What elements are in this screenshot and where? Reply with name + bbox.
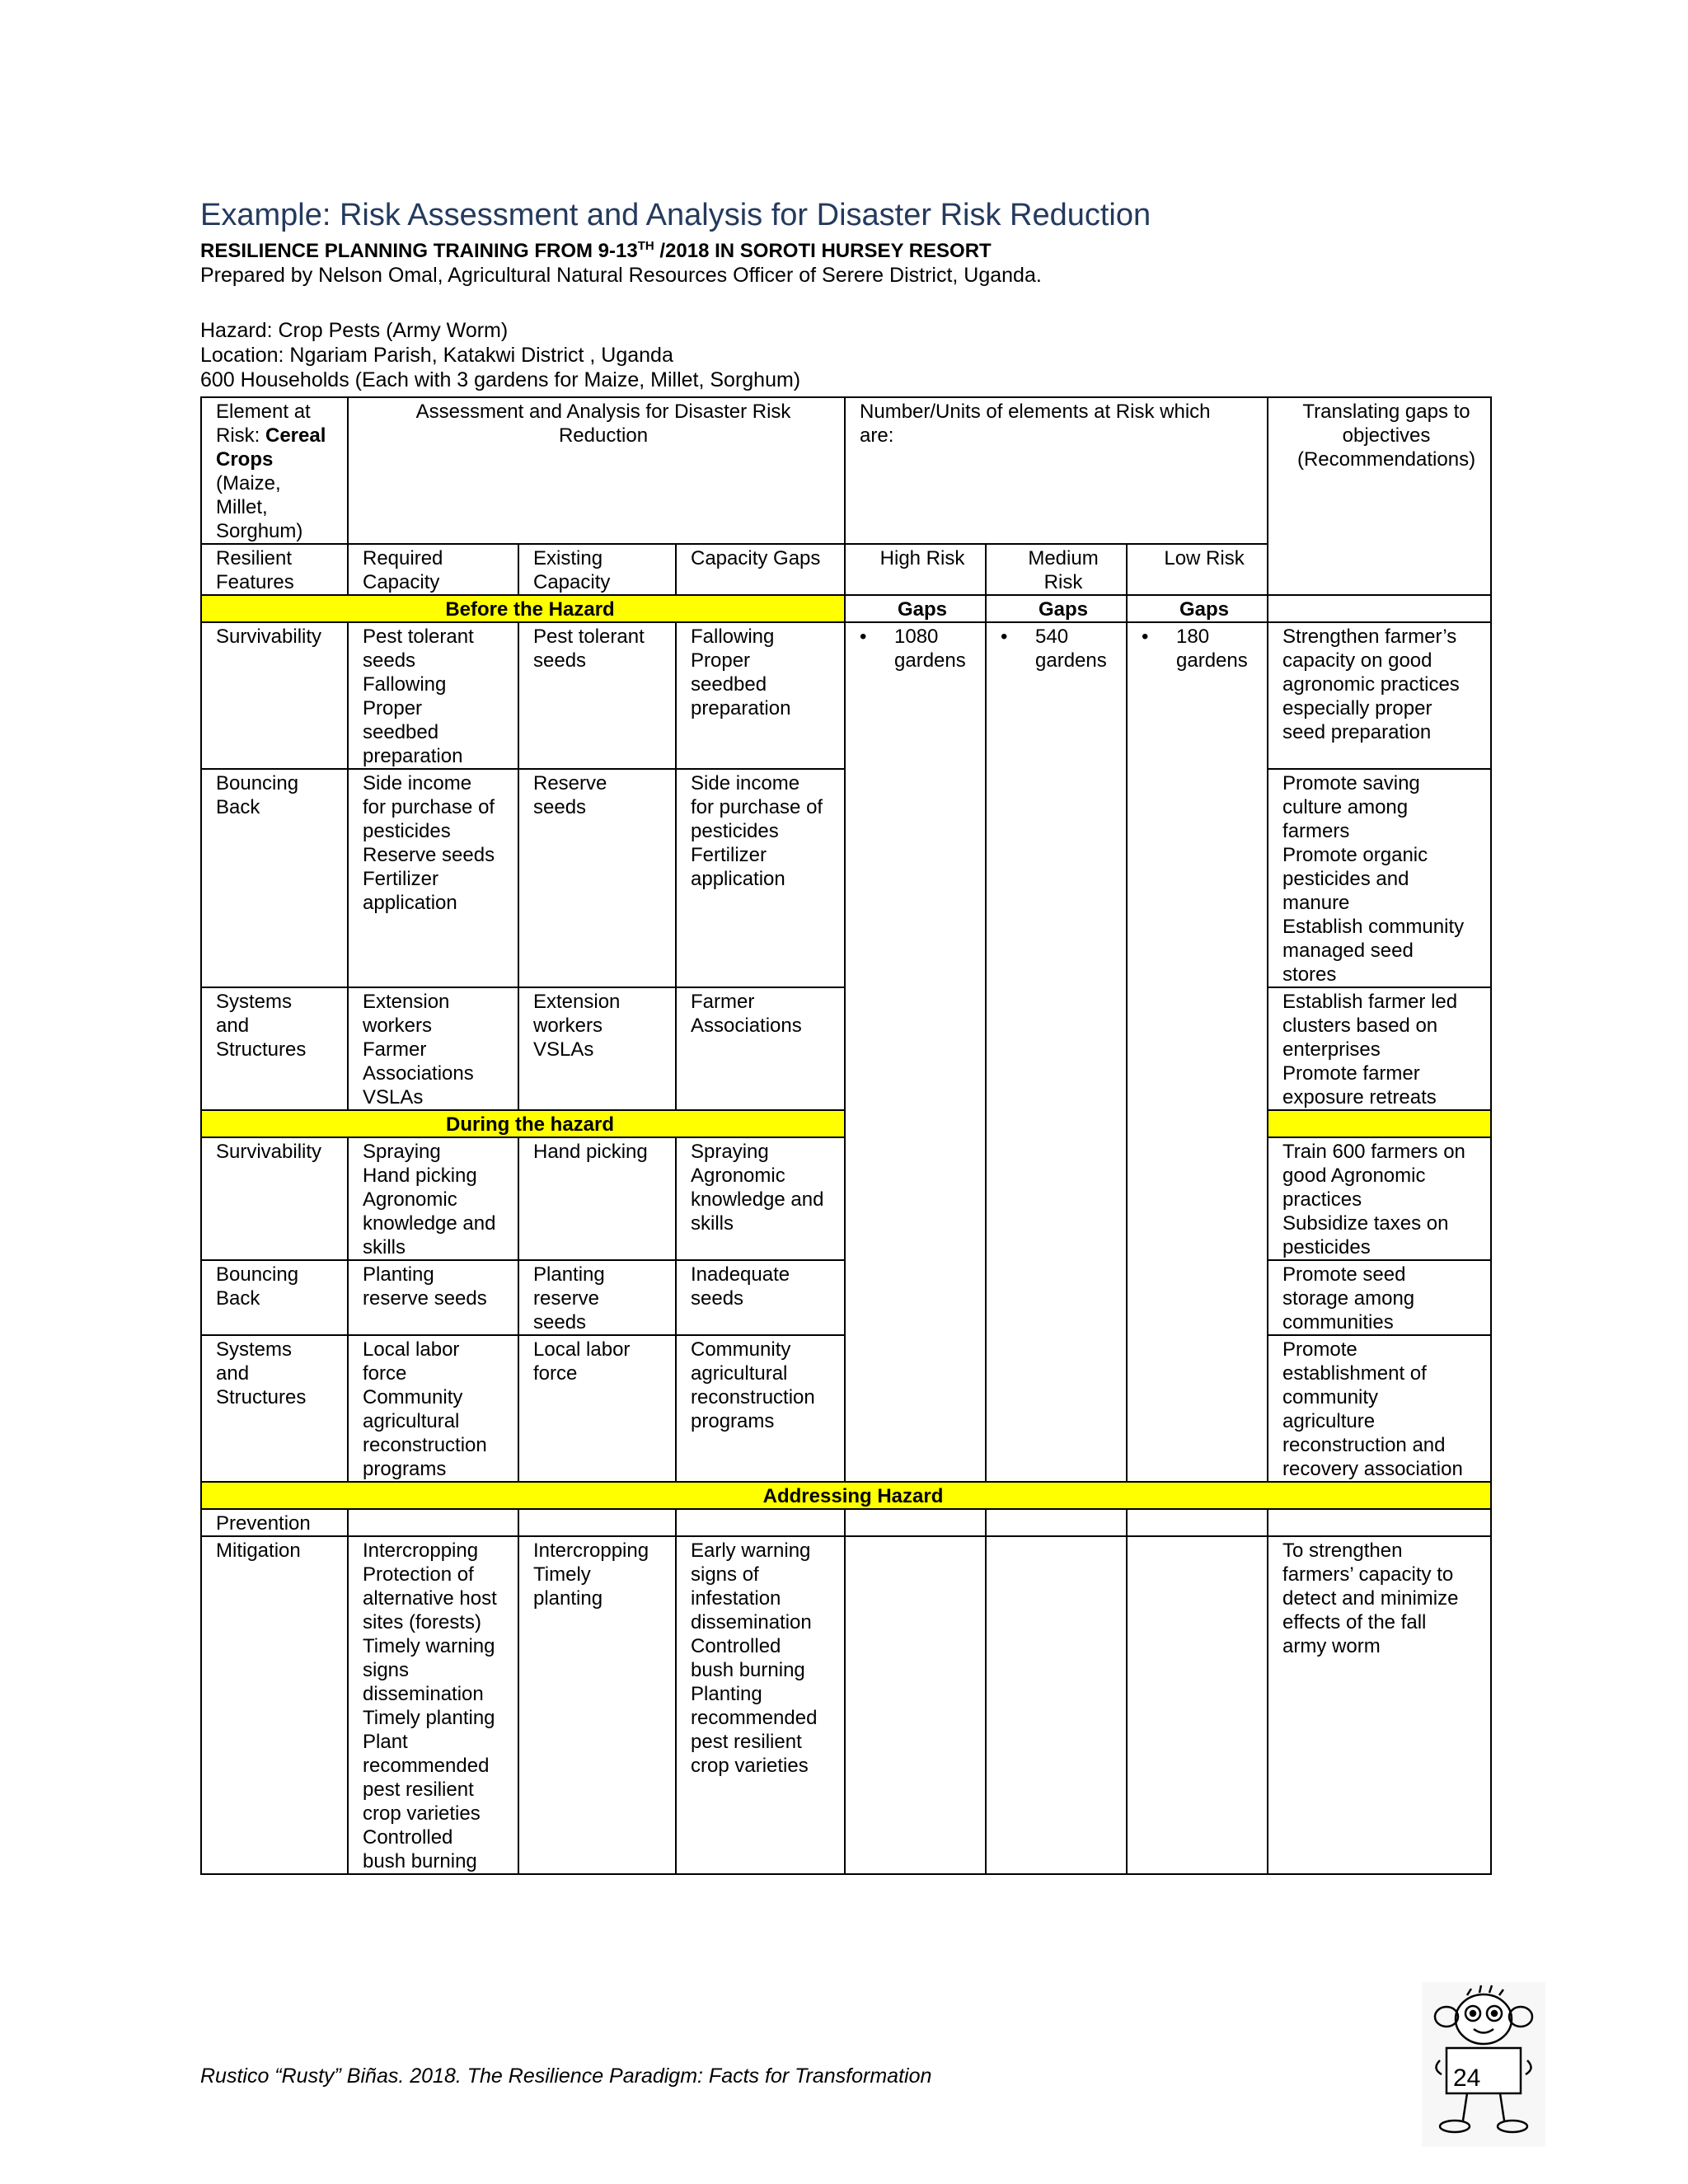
risk-blank — [1127, 1110, 1268, 1137]
existing-cell: Local labor force — [518, 1335, 676, 1482]
prepared-by: Prepared by Nelson Omal, Agricultural Natural Resources Officer of Serere District, Uganda. — [200, 264, 1042, 287]
risk-blank — [1127, 1260, 1268, 1335]
feature-cell: Systems and Structures — [201, 1335, 348, 1482]
recommendation-cell: Establish farmer led clusters based on enterprises Promote farmer exposure retreats — [1268, 987, 1491, 1110]
risk-blank — [845, 1335, 986, 1482]
subtitle-pre: RESILIENCE PLANNING TRAINING FROM 9-13 — [200, 240, 638, 262]
band-before-hazard: Before the Hazard — [201, 595, 845, 622]
during-row-bouncing-back — [201, 1260, 1491, 1335]
band-during-hazard: During the hazard — [201, 1110, 845, 1137]
col-required-capacity: Required Capacity — [348, 544, 518, 595]
empty-cell — [348, 1509, 518, 1536]
page-title: Example: Risk Assessment and Analysis for Disaster Risk Reduction — [200, 198, 1151, 232]
empty-cell — [845, 1509, 986, 1536]
empty-cell — [845, 1536, 986, 1874]
recommendation-cell: Promote seed storage among communities — [1268, 1260, 1491, 1335]
gaps-label-low: Gaps — [1127, 595, 1268, 622]
existing-cell: Pest tolerant seeds — [518, 622, 676, 769]
risk-assessment-table — [200, 396, 1492, 1875]
gaps-cell: Spraying Agronomic knowledge and skills — [676, 1137, 845, 1260]
feature-cell: Survivability — [201, 1137, 348, 1260]
gaps-cell: Fallowing Proper seedbed preparation — [676, 622, 845, 769]
required-cell: Spraying Hand picking Agronomic knowledge and skills — [348, 1137, 518, 1260]
recommendations-header: Translating gaps to objectives (Recommendations) — [1268, 397, 1491, 595]
risk-blank — [845, 987, 986, 1110]
risk-blank — [986, 769, 1127, 987]
existing-cell: Hand picking — [518, 1137, 676, 1260]
existing-cell: Intercropping Timely planting — [518, 1536, 676, 1874]
required-cell: Intercropping Protection of alternative host sites (forests) Timely warning signs dissemination Timely planting Plant recommended pest resilient crop varieties Controlled bush burning — [348, 1536, 518, 1874]
number-units-header: Number/Units of elements at Risk which are: — [845, 397, 1268, 544]
high-risk-value — [845, 622, 986, 769]
existing-cell: Planting reserve seeds — [518, 1260, 676, 1335]
feature-cell: Mitigation — [201, 1536, 348, 1874]
empty-cell — [986, 1509, 1127, 1536]
required-cell: Planting reserve seeds — [348, 1260, 518, 1335]
required-cell: Local labor force Community agricultural reconstruction programs — [348, 1335, 518, 1482]
risk-blank — [845, 769, 986, 987]
empty-cell — [1127, 1536, 1268, 1874]
band-during-rec — [1268, 1110, 1491, 1137]
assessment-header: Assessment and Analysis for Disaster Risk Reduction — [348, 397, 845, 544]
empty-cell — [986, 1536, 1127, 1874]
high-risk-bullet: • 1080 gardens — [860, 625, 985, 673]
existing-cell: Extension workers VSLAs — [518, 987, 676, 1110]
gaps-label-high: Gaps — [845, 595, 986, 622]
recommendation-cell: To strengthen farmers’ capacity to detect and minimize effects of the fall army worm — [1268, 1536, 1491, 1874]
gaps-label-medium: Gaps — [986, 595, 1127, 622]
required-cell: Extension workers Farmer Associations VSLAs — [348, 987, 518, 1110]
recommendation-cell: Promote saving culture among farmers Promote organic pesticides and manure Establish community managed seed stores — [1268, 769, 1491, 987]
col-low-risk: Low Risk — [1127, 544, 1268, 595]
col-existing-capacity: Existing Capacity — [518, 544, 676, 595]
risk-blank — [986, 1137, 1127, 1260]
location-line: Location: Ngariam Parish, Katakwi District , Uganda — [200, 344, 673, 367]
empty-cell — [1268, 1509, 1491, 1536]
recommendation-cell: Promote establishment of community agriculture reconstruction and recovery association — [1268, 1335, 1491, 1482]
gaps-cell: Farmer Associations — [676, 987, 845, 1110]
risk-blank — [1127, 769, 1268, 987]
gaps-cell: Inadequate seeds — [676, 1260, 845, 1335]
risk-blank — [986, 1335, 1127, 1482]
subtitle-post: /2018 IN SOROTI HURSEY RESORT — [654, 240, 992, 262]
risk-blank — [1127, 987, 1268, 1110]
risk-blank — [986, 1260, 1127, 1335]
empty-cell — [518, 1509, 676, 1536]
feature-cell: Survivability — [201, 622, 348, 769]
band-addressing-hazard: Addressing Hazard — [201, 1482, 1491, 1509]
gaps-cell: Side income for purchase of pesticides Fertilizer application — [676, 769, 845, 987]
col-high-risk: High Risk — [845, 544, 986, 595]
empty-cell — [1127, 1509, 1268, 1536]
band-row-during — [201, 1110, 1491, 1137]
low-risk-value — [1127, 622, 1268, 769]
band-before-blank — [1268, 595, 1491, 622]
before-row-systems — [201, 987, 1491, 1110]
risk-blank — [1127, 1137, 1268, 1260]
col-medium-risk: Medium Risk — [986, 544, 1127, 595]
recommendation-cell: Train 600 farmers on good Agronomic practices Subsidize taxes on pesticides — [1268, 1137, 1491, 1260]
risk-blank — [845, 1137, 986, 1260]
prevention-row — [201, 1509, 1491, 1536]
before-row-bouncing-back — [201, 769, 1491, 987]
gaps-cell: Early warning signs of infestation dissemination Controlled bush burning Planting recommended pest resilient crop varieties — [676, 1536, 845, 1874]
feature-cell: Bouncing Back — [201, 1260, 348, 1335]
band-row-addressing — [201, 1482, 1491, 1509]
risk-blank — [986, 987, 1127, 1110]
low-risk-bullet: • 180 gardens — [1142, 625, 1267, 673]
feature-cell: Prevention — [201, 1509, 348, 1536]
recommendation-cell: Strengthen farmer’s capacity on good agronomic practices especially proper seed preparation — [1268, 622, 1491, 769]
page-number: 24 — [1453, 2064, 1481, 2092]
risk-blank — [845, 1260, 986, 1335]
gaps-cell: Community agricultural reconstruction programs — [676, 1335, 845, 1482]
during-row-systems — [201, 1335, 1491, 1482]
hazard-line: Hazard: Crop Pests (Army Worm) — [200, 319, 509, 342]
footer-citation: Rustico “Rusty” Biñas. 2018. The Resilience Paradigm: Facts for Transformation — [200, 2064, 932, 2088]
mascot-figure — [1422, 1982, 1545, 2147]
before-row-survivability — [201, 622, 1491, 769]
element-text-post: (Maize, Millet, Sorghum) — [216, 472, 303, 542]
required-cell: Side income for purchase of pesticides Reserve seeds Fertilizer application — [348, 769, 518, 987]
empty-cell — [676, 1509, 845, 1536]
training-subtitle — [200, 239, 992, 263]
during-row-survivability — [201, 1137, 1491, 1260]
medium-risk-bullet: • 540 gardens — [1001, 625, 1126, 673]
existing-cell: Reserve seeds — [518, 769, 676, 987]
risk-blank — [1127, 1335, 1268, 1482]
subtitle-sup: TH — [637, 239, 654, 253]
col-resilient-features: Resilient Features — [201, 544, 348, 595]
col-capacity-gaps: Capacity Gaps — [676, 544, 845, 595]
mitigation-row — [201, 1536, 1491, 1874]
element-text-pre: Element at Risk: — [216, 401, 311, 447]
required-cell: Pest tolerant seeds Fallowing Proper seedbed preparation — [348, 622, 518, 769]
risk-blank — [845, 1110, 986, 1137]
element-text-bold: Cereal Crops — [216, 424, 326, 471]
element-at-risk-header — [201, 397, 348, 544]
risk-blank — [986, 1110, 1127, 1137]
households-line: 600 Households (Each with 3 gardens for Maize, Millet, Sorghum) — [200, 368, 801, 391]
medium-risk-value — [986, 622, 1127, 769]
feature-cell: Systems and Structures — [201, 987, 348, 1110]
header-row-1 — [201, 397, 1491, 544]
feature-cell: Bouncing Back — [201, 769, 348, 987]
band-row-before — [201, 595, 1491, 622]
